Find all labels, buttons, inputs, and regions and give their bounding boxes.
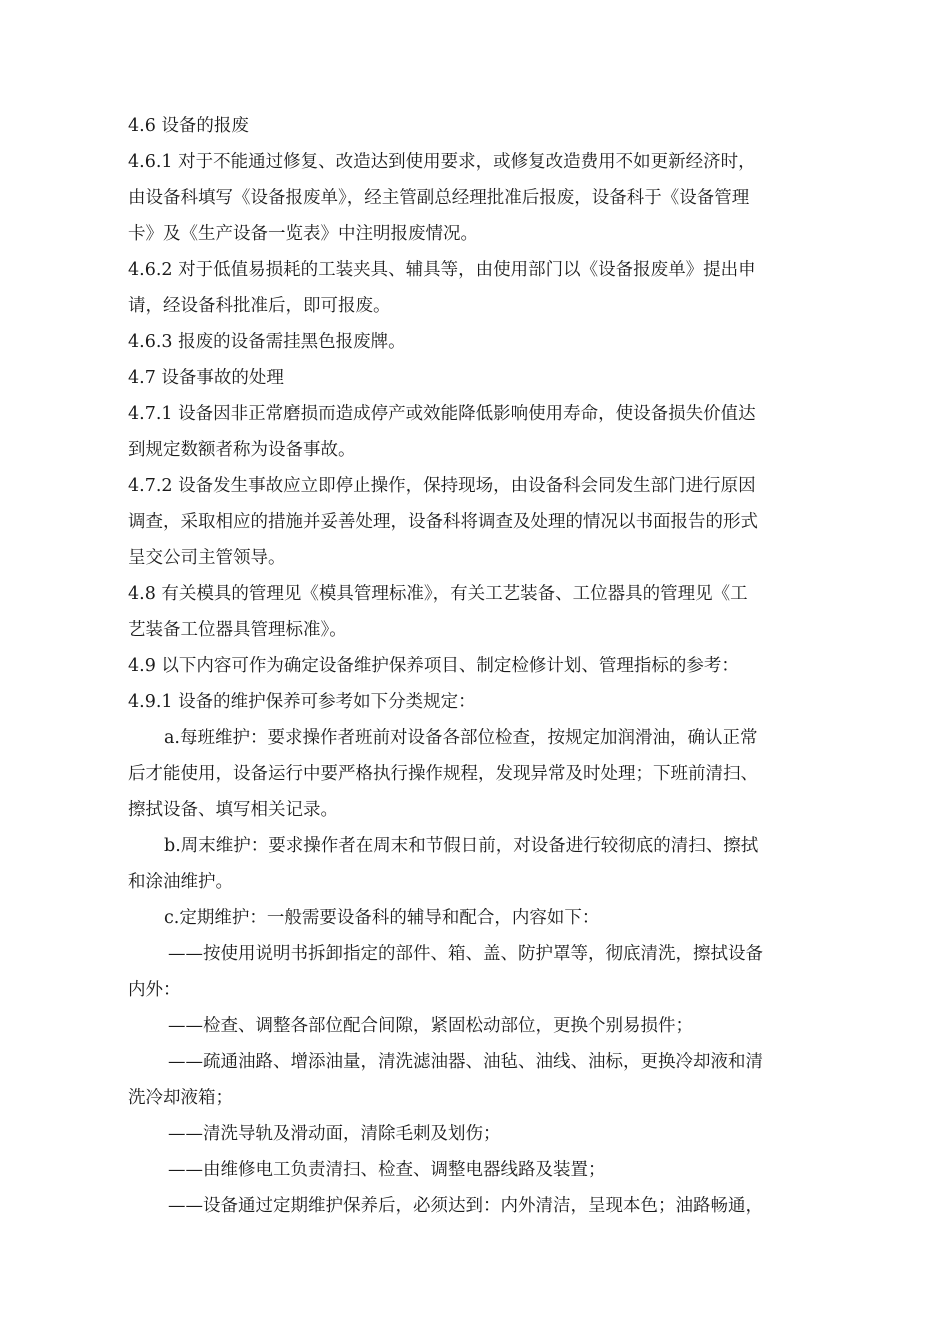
dash-item: ——检查、调整各部位配合间隙，紧固松动部位，更换个别易损件； [168, 1016, 693, 1036]
dash-item: ——按使用说明书拆卸指定的部件、箱、盖、防护罩等，彻底清洗，擦拭设备 [168, 944, 763, 964]
paragraph-line: 4.6.2 对于低值易损耗的工装夹具、辅具等，由使用部门以《设备报废单》提出申 [128, 260, 756, 280]
list-item-c: c.定期维护：一般需要设备科的辅导和配合，内容如下： [164, 908, 600, 928]
paragraph-line: 4.7.2 设备发生事故应立即停止操作，保持现场，由设备科会同发生部门进行原因 [128, 476, 756, 496]
dash-item: ——清洗导轨及滑动面，清除毛刺及划伤； [168, 1124, 501, 1144]
section-heading-4-9: 4.9 以下内容可作为确定设备维护保养项目、制定检修计划、管理指标的参考： [128, 656, 739, 676]
paragraph-line: 4.6.1 对于不能通过修复、改造达到使用要求，或修复改造费用不如更新经济时， [128, 152, 756, 172]
paragraph-line: 卡》及《生产设备一览表》中注明报废情况。 [128, 224, 478, 244]
paragraph-line: 和涂油维护。 [128, 872, 233, 892]
dash-item: ——由维修电工负责清扫、检查、调整电器线路及装置； [168, 1160, 606, 1180]
paragraph-line: 呈交公司主管领导。 [128, 548, 286, 568]
section-heading-4-8: 4.8 有关模具的管理见《模具管理标准》，有关工艺装备、工位器具的管理见《工 [128, 584, 748, 604]
dash-item: ——设备通过定期维护保养后，必须达到：内外清洁，呈现本色；油路畅通， [168, 1196, 763, 1216]
paragraph-line: 由设备科填写《设备报废单》，经主管副总经理批准后报废，设备科于《设备管理 [128, 188, 750, 208]
dash-item: ——疏通油路、增添油量，清洗滤油器、油毡、油线、油标，更换冷却液和清 [168, 1052, 763, 1072]
paragraph-line: 调查，采取相应的措施并妥善处理，设备科将调查及处理的情况以书面报告的形式 [128, 512, 758, 532]
paragraph-line: 洗冷却液箱； [128, 1088, 233, 1108]
paragraph-line: 4.6.3 报废的设备需挂黑色报废牌。 [128, 332, 406, 352]
paragraph-line: 4.9.1 设备的维护保养可参考如下分类规定： [128, 692, 476, 712]
paragraph-line: 擦拭设备、填写相关记录。 [128, 800, 338, 820]
paragraph-line: 内外： [128, 980, 181, 1000]
paragraph-line: 到规定数额者称为设备事故。 [128, 440, 356, 460]
paragraph-line: 请，经设备科批准后，即可报废。 [128, 296, 391, 316]
paragraph-line: 艺装备工位器具管理标准》。 [128, 620, 347, 640]
list-item-a: a.每班维护：要求操作者班前对设备各部位检查，按规定加润滑油，确认正常 [164, 728, 758, 748]
section-heading-4-6: 4.6 设备的报废 [128, 116, 249, 136]
section-heading-4-7: 4.7 设备事故的处理 [128, 368, 284, 388]
document-body [128, 108, 832, 1224]
paragraph-line: 后才能使用，设备运行中要严格执行操作规程，发现异常及时处理；下班前清扫、 [128, 764, 758, 784]
list-item-b: b.周末维护：要求操作者在周末和节假日前，对设备进行较彻底的清扫、擦拭 [164, 836, 759, 856]
paragraph-line: 4.7.1 设备因非正常磨损而造成停产或效能降低影响使用寿命，使设备损失价值达 [128, 404, 756, 424]
